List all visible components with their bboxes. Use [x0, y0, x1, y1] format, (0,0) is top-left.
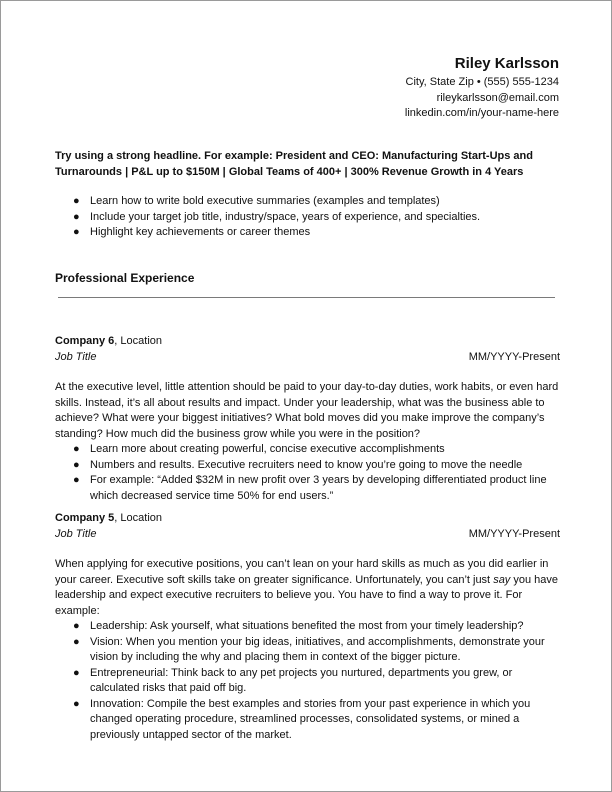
summary-item: ● Highlight key achievements or career themes — [55, 225, 560, 241]
job-entry — [55, 511, 560, 743]
bullet-icon: ● — [73, 210, 80, 223]
job-bullet: ● Leadership: Ask yourself, what situations benefited the most from your timely leadership? — [55, 619, 560, 635]
section-divider — [58, 297, 555, 298]
company-name: Company 6 — [55, 335, 115, 347]
summary-list — [55, 194, 560, 241]
job-bullet: ● Learn more about creating powerful, concise executive accomplishments — [55, 442, 560, 458]
bullet-icon: ● — [73, 697, 80, 710]
job-bullet: ● Innovation: Compile the best examples and stories from your past experience in which you changed operating procedure, streamlined processes, consolidated systems, or mined a previously untapped sector of the market. — [73, 697, 531, 741]
address-phone: City, State Zip • (555) 555-1234 — [405, 76, 559, 88]
candidate-name: Riley Karlsson — [454, 55, 559, 72]
job-entry — [55, 334, 560, 504]
company-location: , Location — [114, 512, 162, 524]
linkedin-url: linkedin.com/in/your-name-here — [404, 107, 559, 119]
bullet-icon: ● — [73, 666, 80, 679]
section-title-experience: Professional Experience — [55, 271, 195, 285]
job-bullets — [55, 619, 560, 743]
emphasis-text: say — [493, 573, 511, 586]
job-bullet: ● Vision: When you mention your big ideas, initiatives, and accomplishments, demonstrate your vision by including the why and placing them in context of the bigger picture. — [73, 635, 545, 663]
bullet-icon: ● — [73, 226, 80, 238]
title-row — [55, 350, 560, 366]
company-location: , Location — [114, 335, 162, 347]
company-line — [55, 511, 560, 527]
job-dates: MM/YYYY-Present — [468, 350, 560, 363]
bullet-icon: ● — [73, 458, 80, 471]
resume-header — [405, 55, 559, 122]
company-name: Company 5 — [55, 512, 115, 524]
job-dates: MM/YYYY-Present — [468, 527, 560, 540]
summary-item: ● Learn how to write bold executive summaries (examples and templates) — [55, 194, 560, 210]
job-description: At the executive level, little attention should be paid to your day-to-day duties, work habits, or even hard skills. Instead, it’s all about results and impact. Under your leadership, what was the business able to achieve? What were your biggest initiatives? What bold moves did you make improve the company’s standing? How much did the business grow while you were in the position? — [55, 381, 559, 440]
bullet-icon: ● — [73, 443, 80, 455]
job-title: Job Title — [55, 350, 97, 363]
job-title: Job Title — [55, 527, 97, 540]
headline: Try using a strong headline. For example: President and CEO: Manufacturing Start-Ups and Turnarounds | P&L up to $150M | Global Teams of 400+ | 300% Revenue Growth in 4 Years — [55, 150, 533, 178]
bullet-icon: ● — [73, 474, 80, 486]
job-bullet: ● Numbers and results. Executive recruiters need to know you’re going to move the needle — [55, 458, 560, 474]
job-bullet: ● For example: “Added $32M in new profit over 3 years by developing differentiated product line which decreased service time 50% for end users.” — [73, 474, 547, 502]
job-description: When applying for executive positions, you can’t lean on your hard skills as much as you did earlier in your career. Executive soft skills take on greater significance. Unfortunately, you can’t just say you have leadership and expect executive recruiters to believe you. You have to find a way to prove it. For example: — [55, 558, 559, 617]
title-row — [55, 527, 560, 543]
email: rileykarlsson@email.com — [436, 91, 559, 104]
summary-item: ● Include your target job title, industry/space, years of experience, and specialties. — [55, 210, 560, 226]
bullet-icon: ● — [73, 635, 80, 648]
bullet-icon: ● — [73, 620, 80, 632]
company-line — [55, 334, 560, 350]
job-bullet: ● Entrepreneurial: Think back to any pet projects you nurtured, departments you grew, or calculated risks that paid off big. — [73, 666, 513, 694]
job-bullets — [55, 442, 560, 504]
bullet-icon: ● — [73, 195, 80, 207]
